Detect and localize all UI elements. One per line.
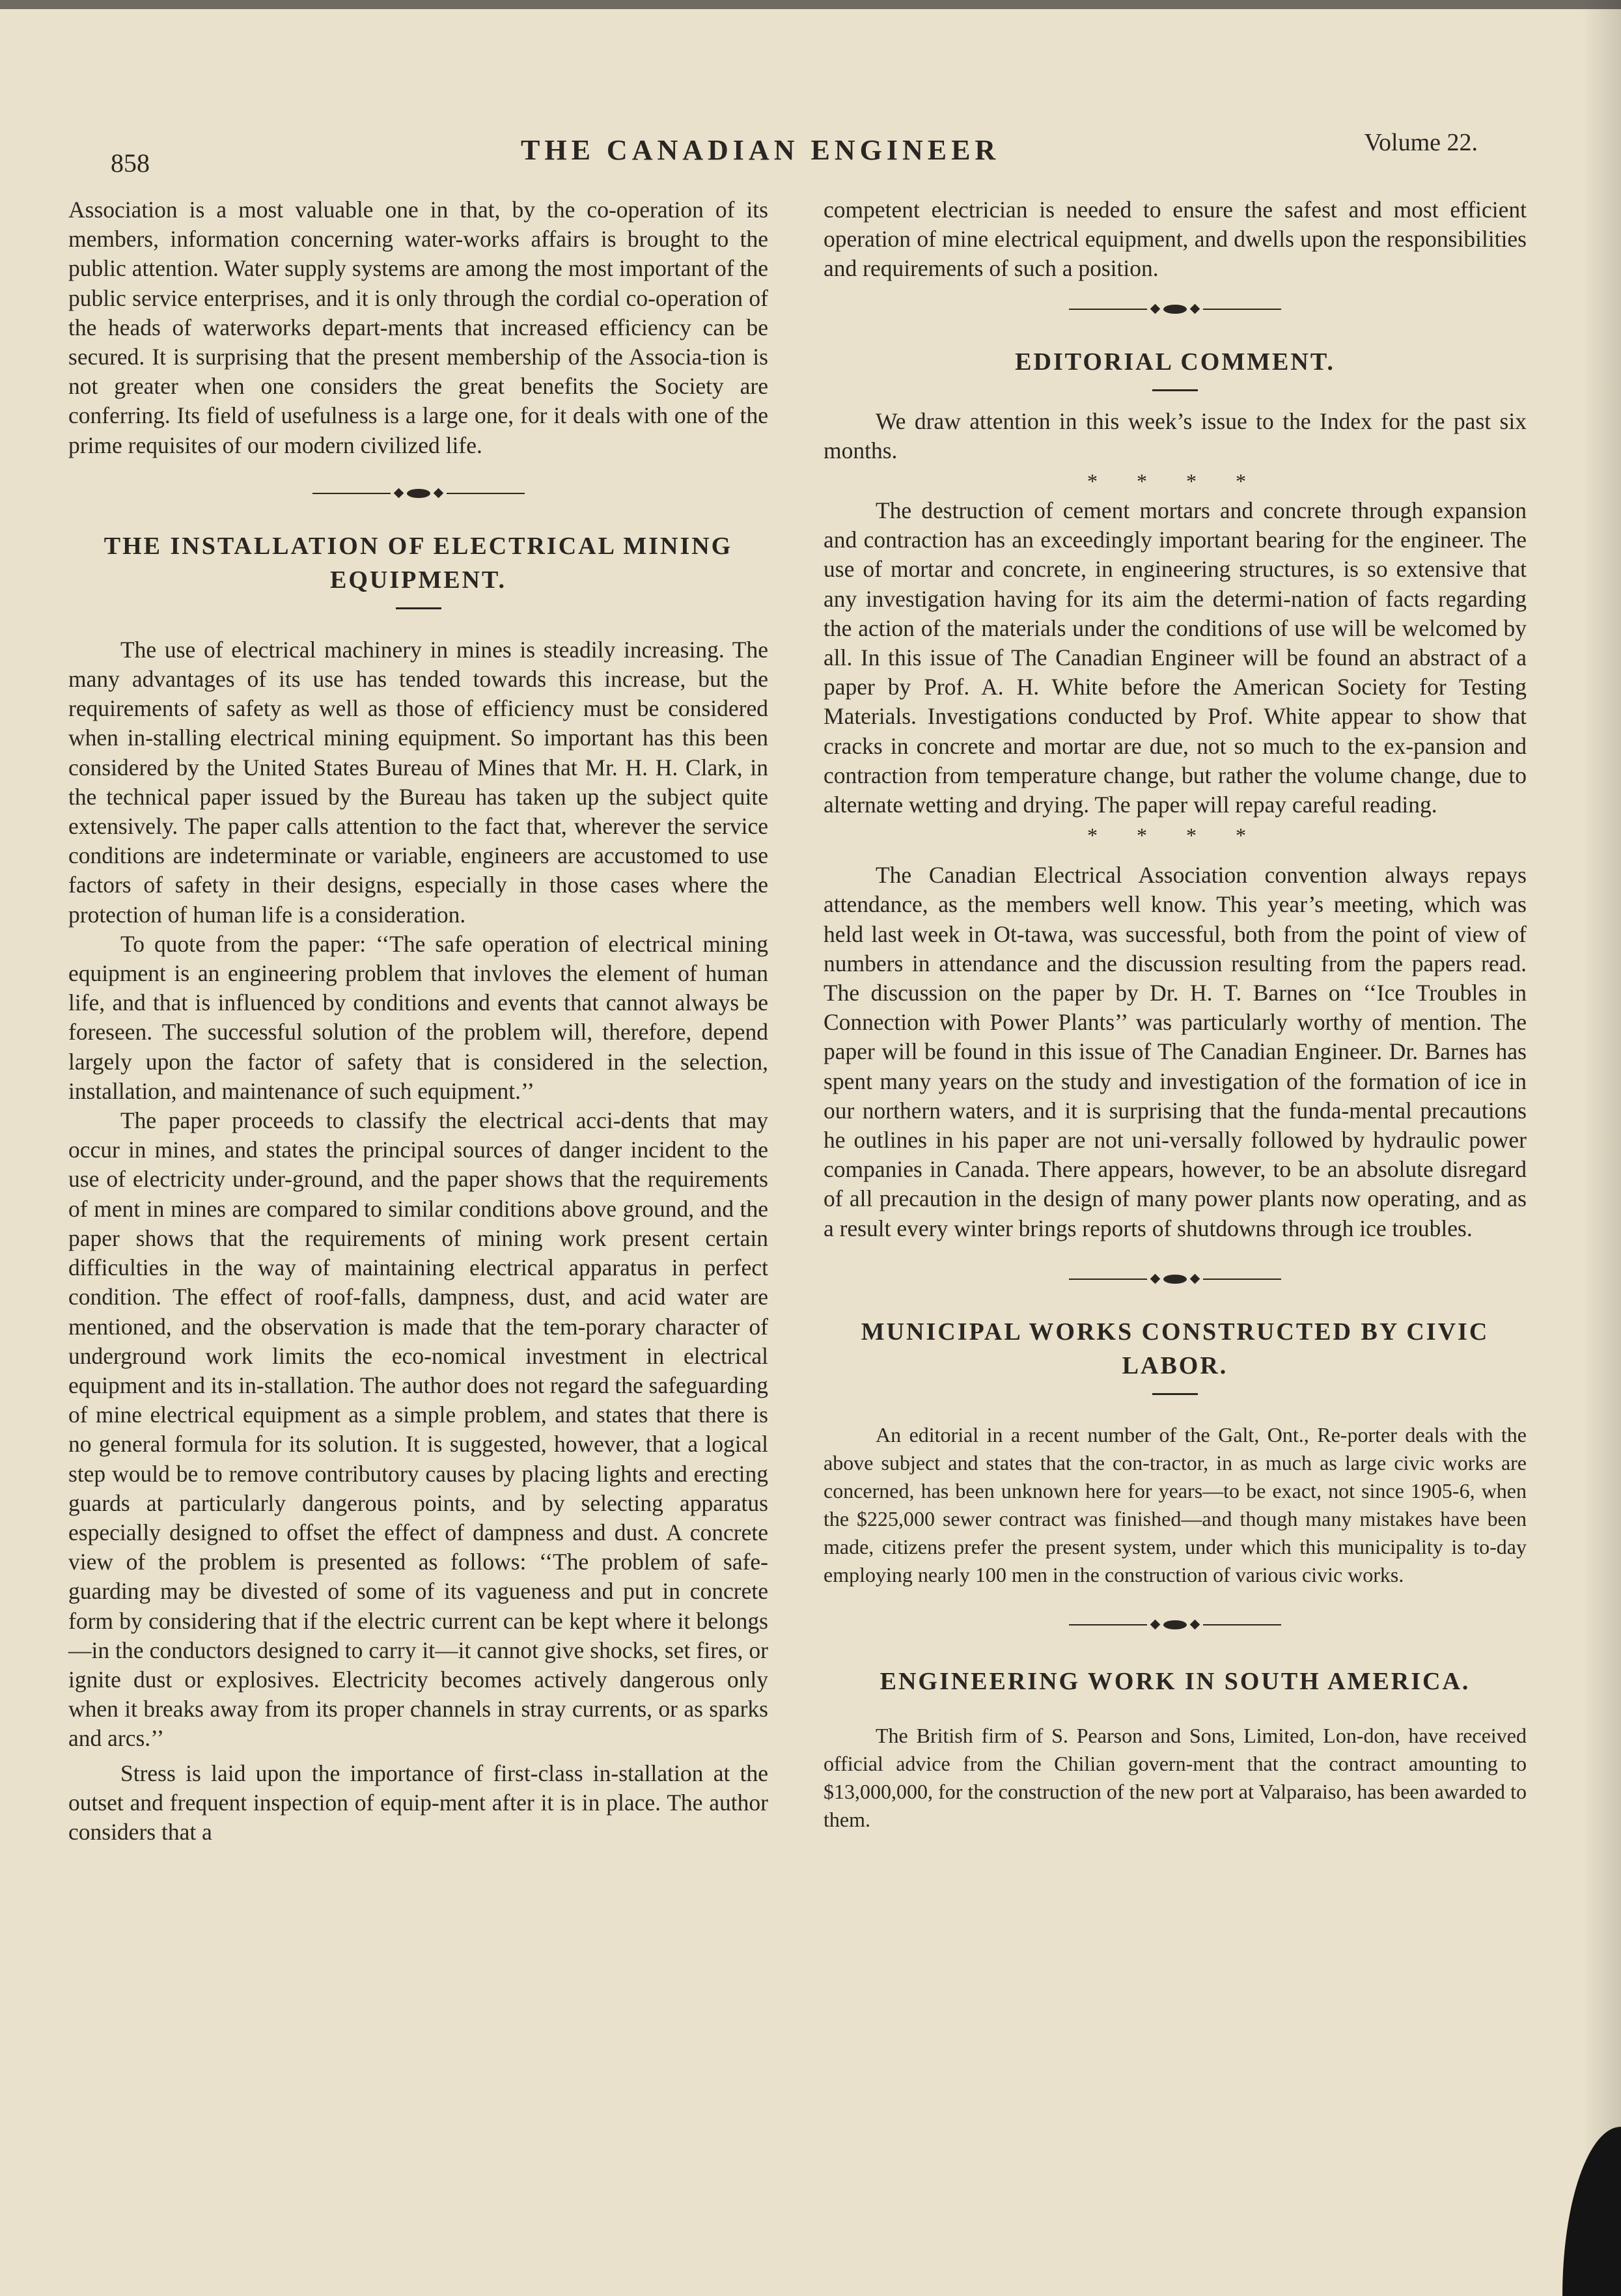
editorial-comment-title: EDITORIAL COMMENT. bbox=[1015, 348, 1335, 376]
section-ornament bbox=[824, 293, 1527, 325]
continued-paragraph: competent electrician is needed to ensure the safest and most efficient operation of mine electrical equipment, and dwells upon the responsibilities and requirements of such a position. bbox=[824, 197, 1527, 282]
title-rule bbox=[1152, 389, 1198, 391]
municipal-paragraph: An editorial in a recent number of the Galt, Ont., Re-porter deals with the above subject and states that the con-tractor, in as much as large civic works are concerned, has been unknown here for years—to be exact, not since 1905-6, when the $225,000 sewer contract was finished—and though many mistakes have been made, citizens prefer the present system, under which this municipality is to-day employing nearly 100 men in the construction of various civic works. bbox=[824, 1422, 1527, 1586]
section-ornament bbox=[824, 1609, 1527, 1641]
title-rule bbox=[1152, 1393, 1198, 1395]
title-rule bbox=[396, 607, 441, 609]
article-paragraph: To quote from the paper: ‘‘The safe operation of electrical mining equipment is an engineering problem that invloves the element of human life, and that is influenced by conditions and events that cannot always be foreseen. The successful solution of the problem will, therefore, depend largely upon the factor of safety that is considered in the selection, installation, and maintenance of such equipment.’’ bbox=[68, 930, 768, 1104]
page-number: 858 bbox=[111, 148, 150, 178]
journal-title: THE CANADIAN ENGINEER bbox=[521, 134, 1001, 166]
right-column bbox=[824, 195, 1527, 1834]
running-header bbox=[111, 127, 1478, 178]
editorial-paragraph: The Canadian Electrical Association convention always repays attendance, as the members well know. This year’s meeting, which was held last week in Ot-tawa, was successful, both from the point of view of numbers in attendance and the discussion resulting from the papers read. The discussion on the paper by Dr. H. T. Barnes on ‘‘Ice Troubles in Connection with Power Plants’’ was particularly worthy of mention. The paper will be found in this issue of The Canadian Engineer. Dr. Barnes has spent many years on the study and investigation of the formation of ice in our northern waters, and it is surprising that the funda-mental precautions he outlines in his paper are not uni-versally followed by hydraulic power companies in Canada. There appears, however, to be an absolute disregard of all precaution in the design of many power plants now operating, and as a result every winter brings reports of shutdowns through ice troubles. bbox=[824, 862, 1527, 1241]
page-corner-shadow bbox=[1562, 2127, 1621, 2296]
south-america-title: ENGINEERING WORK IN SOUTH AMERICA. bbox=[880, 1667, 1471, 1695]
page-gutter-shadow bbox=[1582, 0, 1621, 2296]
section-ornament bbox=[68, 477, 768, 510]
article-title-electrical-mining: THE INSTALLATION OF ELECTRICAL MINING EQUIPMENT. bbox=[104, 532, 733, 594]
section-stars: * * * * bbox=[1087, 823, 1263, 848]
municipal-works-body bbox=[824, 1421, 1527, 1589]
article-paragraph: The use of electrical machinery in mines is steadily increasing. The many advantages of its use has tended towards this increase, but the requirements of safety as well as those of efficiency must be considered when in-stalling electrical mining equipment. So important has this been considered by the United States Bureau of Mines that Mr. H. H. Clark, in the technical paper issued by the Bureau has taken up the subject quite extensively. The paper calls attention to the fact that, wherever the service conditions are indeterminate or variable, engineers are accustomed to use factors of safety in their designs, especially in those cases where the protection of human life is a consideration. bbox=[68, 636, 768, 928]
page-top-edge bbox=[0, 0, 1621, 9]
south-america-body bbox=[824, 1722, 1527, 1834]
section-stars: * * * * bbox=[1087, 469, 1263, 493]
left-column bbox=[68, 195, 768, 1847]
municipal-works-title: MUNICIPAL WORKS CONSTRUCTED BY CIVIC LABOR. bbox=[861, 1318, 1489, 1379]
continued-paragraph: Association is a most valuable one in that, by the co-operation of its members, information concerning water-works affairs is brought to the public attention. Water supply systems are among the most important of the public service enterprises, and it is only through the cordial co-operation of the heads of waterworks depart-ments that increased efficiency can be secured. It is surprising that the present membership of the Associa-tion is not greater when one considers the great benefits the Society are conferring. Its field of usefulness is a large one, for it deals with one of the prime requisites of our modern civilized life. bbox=[68, 197, 768, 458]
editorial-paragraph: The destruction of cement mortars and concrete through expansion and contraction has an exceedingly important bearing for the engineer. The use of mortar and concrete, in engineering structures, is so extensive that any investigation having for its aim the determi-nation of facts regarding the action of the materials under the conditions of use will be welcomed by all. In this issue of The Canadian Engineer will be found an abstract of a paper by Prof. A. H. White before the American Society for Testing Materials. Investigations conducted by Prof. White appear to show that cracks in concrete and mortar are due, not so much to the ex-pansion and contraction from temperature change, but rather the volume change, due to alternate wetting and drying. The paper will repay careful reading. bbox=[824, 497, 1527, 818]
volume-label: Volume 22. bbox=[1364, 129, 1478, 156]
section-ornament bbox=[824, 1263, 1527, 1295]
article-paragraph: The paper proceeds to classify the electrical acci-dents that may occur in mines, and states the principal sources of danger incident to the use of electricity under-ground, and the paper shows that the requirements of ment in mines are compared to similar conditions above ground, and the paper shows that the requirements of mining work present certain difficulties in the way of maintaining electrical apparatus in perfect condition. The effect of roof-falls, dampness, dust, and acid water are mentioned, and the observation is made that the tem-porary character of underground work limits the eco-nomical investment in electrical equipment and its in-stallation. The author does not regard the safeguarding of mine electrical equipment as a simple problem, and states that there is no general formula for its solution. It is suggested, however, that a logical step would be to remove contributory causes by placing lights and erecting guards at particularly dangerous points, and by selecting apparatus especially designed to offset the effect of dampness and dust. A concrete view of the problem is presented as follows: ‘‘The problem of safe-guarding may be divested of some of its vagueness and put in concrete form by considering that if the electric current can be kept where it belongs—in the conductors designed to carry it—it cannot give shocks, set fires, or ignite dust or explosives. Electricity becomes actively dangerous only when it breaks away from its proper channels in stray currents, or as sparks and arcs.’’ bbox=[68, 1107, 768, 1752]
south-america-paragraph: The British firm of S. Pearson and Sons, Limited, Lon-don, have received official advice from the Chilian govern-ment that the contract amounting to $13,000,000, for the construction of the new port at Valparaiso, has been awarded to them. bbox=[824, 1723, 1527, 1831]
article-paragraph: Stress is laid upon the importance of first-class in-stallation at the outset and frequent inspection of equip-ment after it is in place. The author considers that a bbox=[68, 1760, 768, 1845]
editorial-paragraph: We draw attention in this week’s issue to the Index for the past six months. bbox=[824, 408, 1527, 463]
